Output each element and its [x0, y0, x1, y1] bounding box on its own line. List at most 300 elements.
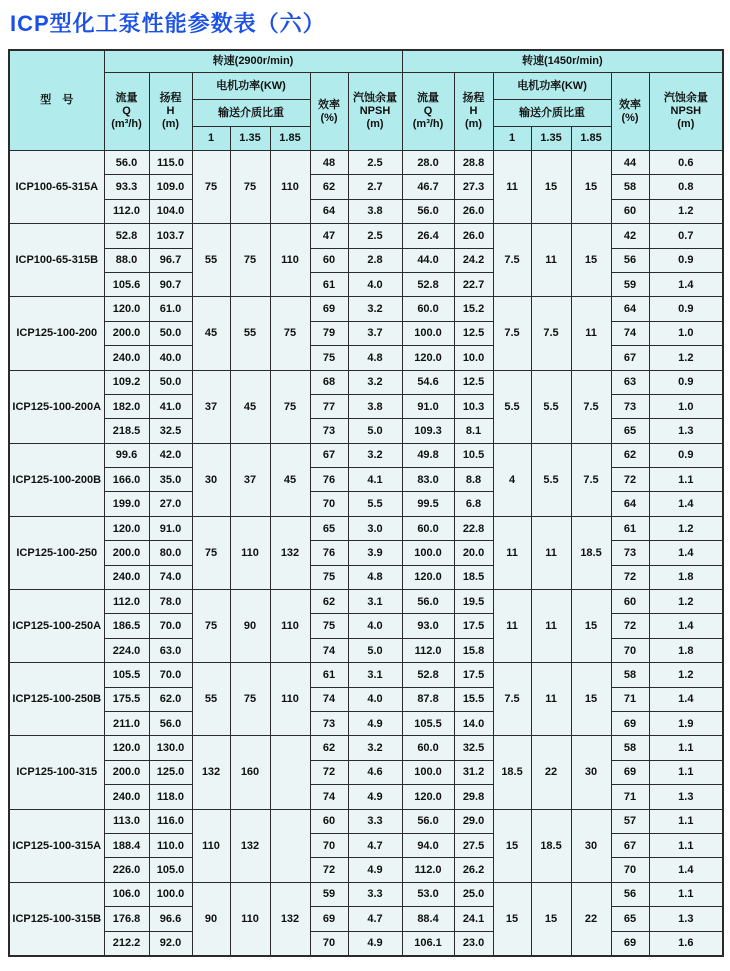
- head-2900-cell: 50.0: [149, 370, 192, 394]
- npsh-1450-cell: 1.3: [649, 907, 723, 931]
- power-2900-sg135-cell: 55: [230, 297, 270, 370]
- head-2900-cell: 50.0: [149, 321, 192, 345]
- eff-unit: (%): [320, 111, 338, 124]
- eff-2900-cell: 77: [310, 394, 348, 418]
- model-cell: ICP100-65-315A: [9, 151, 104, 224]
- eff-2900-cell: 62: [310, 590, 348, 614]
- head-2900-cell: 62.0: [149, 687, 192, 711]
- eff-2900-cell: 70: [310, 492, 348, 516]
- table-row: [9, 272, 723, 296]
- npsh-1450-cell: 1.2: [649, 590, 723, 614]
- npsh-2900-cell: 3.8: [348, 199, 402, 223]
- eff-1450-cell: 72: [611, 565, 649, 589]
- eff-2900-cell: 75: [310, 565, 348, 589]
- head-1450-cell: 24.2: [454, 248, 493, 272]
- power-2900-sg185-cell: [270, 809, 310, 882]
- flow-2900-cell: 200.0: [104, 541, 149, 565]
- npsh-1450-cell: 0.9: [649, 248, 723, 272]
- flow-1450-cell: 100.0: [402, 541, 454, 565]
- eff-1450-cell: 71: [611, 687, 649, 711]
- power-2900-sg135-cell: 45: [230, 370, 270, 443]
- table-row: [9, 175, 723, 199]
- power-1450-sg1-cell: 11: [493, 516, 531, 589]
- head-2900-cell: 42.0: [149, 443, 192, 467]
- flow-1450-cell: 94.0: [402, 833, 454, 857]
- npsh-1450-cell: 1.4: [649, 858, 723, 882]
- table-row: [9, 760, 723, 784]
- head-1450-cell: 31.2: [454, 760, 493, 784]
- power-2900-sg185-cell: 132: [270, 516, 310, 589]
- npsh-1450-cell: 0.9: [649, 370, 723, 394]
- power-1450-sg1-cell: 4: [493, 443, 531, 516]
- power-2900-sg1-cell: 55: [192, 663, 230, 736]
- head-1450-cell: 14.0: [454, 711, 493, 735]
- flow-1450-cell: 52.8: [402, 663, 454, 687]
- eff-2900-cell: 47: [310, 224, 348, 248]
- npsh-2900-cell: 4.0: [348, 272, 402, 296]
- flow-1450-cell: 100.0: [402, 321, 454, 345]
- table-row: [9, 516, 723, 540]
- power-2900-sg135-cell: 160: [230, 736, 270, 809]
- table-row: [9, 882, 723, 906]
- flow-unit: (m³/h): [111, 118, 142, 130]
- eff-2900-cell: 67: [310, 443, 348, 467]
- header-power-2900: 电机功率(KW): [192, 73, 310, 100]
- flow-1450-cell: 56.0: [402, 809, 454, 833]
- model-cell: ICP125-100-315: [9, 736, 104, 809]
- head-1450-cell: 15.5: [454, 687, 493, 711]
- flow-1450-cell: 26.4: [402, 224, 454, 248]
- flow-1450-cell: 120.0: [402, 346, 454, 370]
- power-1450-sg135-cell: 7.5: [531, 297, 571, 370]
- npsh-2900-cell: 4.9: [348, 858, 402, 882]
- eff-2900-cell: 69: [310, 297, 348, 321]
- npsh-1450-cell: 1.8: [649, 638, 723, 662]
- head-1450-cell: 27.5: [454, 833, 493, 857]
- power-1450-sg1-cell: 7.5: [493, 663, 531, 736]
- npsh-2900-cell: 2.8: [348, 248, 402, 272]
- eff-1450-cell: 58: [611, 663, 649, 687]
- power-2900-sg1-cell: 110: [192, 809, 230, 882]
- eff-1450-cell: 70: [611, 638, 649, 662]
- npsh-label: 汽蚀余量: [353, 92, 398, 104]
- npsh-1450-cell: 1.1: [649, 833, 723, 857]
- power-2900-sg1-cell: 45: [192, 297, 230, 370]
- eff-2900-cell: 76: [310, 468, 348, 492]
- eff-1450-cell: 57: [611, 809, 649, 833]
- npsh-2900-cell: 4.0: [348, 614, 402, 638]
- flow-1450-cell: 91.0: [402, 394, 454, 418]
- npsh-2900-cell: 3.2: [348, 736, 402, 760]
- model-cell: ICP125-100-200B: [9, 443, 104, 516]
- npsh-1450-cell: 1.1: [649, 809, 723, 833]
- head-2900-cell: 109.0: [149, 175, 192, 199]
- power-2900-sg1-cell: 37: [192, 370, 230, 443]
- eff-2900-cell: 75: [310, 346, 348, 370]
- power-2900-sg185-cell: 45: [270, 443, 310, 516]
- head-1450-cell: 19.5: [454, 590, 493, 614]
- eff-1450-cell: 61: [611, 516, 649, 540]
- table-row: [9, 711, 723, 735]
- flow-1450-cell: 83.0: [402, 468, 454, 492]
- flow-2900-cell: 200.0: [104, 321, 149, 345]
- power-2900-sg1-cell: 30: [192, 443, 230, 516]
- table-row: [9, 443, 723, 467]
- power-1450-sg1-cell: 15: [493, 882, 531, 956]
- npsh-1450-cell: 1.3: [649, 785, 723, 809]
- eff-1450-cell: 60: [611, 199, 649, 223]
- npsh-2900-cell: 3.2: [348, 370, 402, 394]
- flow-1450-cell: 99.5: [402, 492, 454, 516]
- table-row: [9, 736, 723, 760]
- power-2900-sg185-cell: 75: [270, 370, 310, 443]
- head-2900-cell: 56.0: [149, 711, 192, 735]
- table-row: [9, 638, 723, 662]
- header-eff-2900: [310, 73, 348, 151]
- flow-1450-cell: 100.0: [402, 760, 454, 784]
- npsh-1450-cell: 1.4: [649, 272, 723, 296]
- flow-2900-cell: 212.2: [104, 931, 149, 956]
- flow-2900-cell: 105.6: [104, 272, 149, 296]
- head-1450-cell: 15.2: [454, 297, 493, 321]
- header-speed-1450: 转速(1450r/min): [402, 50, 723, 73]
- flow-symbol: Q: [122, 105, 131, 117]
- head-unit: (m): [161, 118, 180, 130]
- head-1450-cell: 27.3: [454, 175, 493, 199]
- eff-1450-cell: 65: [611, 907, 649, 931]
- npsh-2900-cell: 2.7: [348, 175, 402, 199]
- flow-label: 流量: [417, 92, 440, 104]
- npsh-1450-cell: 0.7: [649, 224, 723, 248]
- power-1450-sg135-cell: 5.5: [531, 443, 571, 516]
- eff-2900-cell: 76: [310, 541, 348, 565]
- table-row: [9, 590, 723, 614]
- power-2900-sg135-cell: 110: [230, 882, 270, 956]
- head-2900-cell: 70.0: [149, 614, 192, 638]
- npsh-2900-cell: 4.8: [348, 565, 402, 589]
- flow-1450-cell: 44.0: [402, 248, 454, 272]
- power-1450-sg1-cell: 11: [493, 151, 531, 224]
- power-1450-sg135-cell: 11: [531, 590, 571, 663]
- power-1450-sg1-cell: 7.5: [493, 224, 531, 297]
- flow-2900-cell: 240.0: [104, 785, 149, 809]
- power-2900-sg135-cell: 110: [230, 516, 270, 589]
- power-2900-sg1-cell: 75: [192, 590, 230, 663]
- eff-1450-cell: 67: [611, 833, 649, 857]
- flow-1450-cell: 87.8: [402, 687, 454, 711]
- power-1450-sg1-cell: 15: [493, 809, 531, 882]
- npsh-2900-cell: 3.3: [348, 809, 402, 833]
- npsh-1450-cell: 1.2: [649, 663, 723, 687]
- header-flow-2900: [104, 73, 149, 151]
- power-2900-sg1-cell: 90: [192, 882, 230, 956]
- flow-2900-cell: 120.0: [104, 736, 149, 760]
- npsh-1450-cell: 1.6: [649, 931, 723, 956]
- head-1450-cell: 8.8: [454, 468, 493, 492]
- eff-2900-cell: 75: [310, 614, 348, 638]
- npsh-1450-cell: 0.9: [649, 443, 723, 467]
- power-2900-sg1-cell: 75: [192, 151, 230, 224]
- eff-1450-cell: 73: [611, 541, 649, 565]
- eff-1450-cell: 58: [611, 175, 649, 199]
- power-1450-sg185-cell: 7.5: [571, 370, 611, 443]
- head-2900-cell: 96.6: [149, 907, 192, 931]
- npsh-2900-cell: 2.5: [348, 151, 402, 175]
- power-1450-sg135-cell: 5.5: [531, 370, 571, 443]
- npsh-symbol: NPSH: [359, 105, 391, 117]
- eff-label: 效率: [318, 98, 340, 111]
- npsh-2900-cell: 4.9: [348, 931, 402, 956]
- head-1450-cell: 28.8: [454, 151, 493, 175]
- eff-1450-cell: 64: [611, 297, 649, 321]
- flow-1450-cell: 54.6: [402, 370, 454, 394]
- flow-2900-cell: 226.0: [104, 858, 149, 882]
- eff-2900-cell: 62: [310, 736, 348, 760]
- eff-2900-cell: 79: [310, 321, 348, 345]
- head-2900-cell: 103.7: [149, 224, 192, 248]
- eff-1450-cell: 72: [611, 614, 649, 638]
- eff-2900-cell: 74: [310, 638, 348, 662]
- eff-1450-cell: 67: [611, 346, 649, 370]
- npsh-1450-cell: 1.4: [649, 492, 723, 516]
- table-row: [9, 419, 723, 443]
- npsh-1450-cell: 1.4: [649, 541, 723, 565]
- npsh-2900-cell: 4.1: [348, 468, 402, 492]
- table-row: [9, 687, 723, 711]
- eff-2900-cell: 60: [310, 248, 348, 272]
- npsh-1450-cell: 1.2: [649, 346, 723, 370]
- table-row: [9, 541, 723, 565]
- model-cell: ICP125-100-250B: [9, 663, 104, 736]
- eff-2900-cell: 72: [310, 760, 348, 784]
- head-1450-cell: 17.5: [454, 663, 493, 687]
- eff-2900-cell: 74: [310, 785, 348, 809]
- header-sg185-2900: 1.85: [270, 127, 310, 151]
- eff-2900-cell: 72: [310, 858, 348, 882]
- flow-1450-cell: 53.0: [402, 882, 454, 906]
- eff-1450-cell: 71: [611, 785, 649, 809]
- flow-unit: (m³/h): [412, 118, 444, 130]
- head-2900-cell: 61.0: [149, 297, 192, 321]
- power-1450-sg135-cell: 15: [531, 882, 571, 956]
- table-row: [9, 931, 723, 956]
- eff-1450-cell: 64: [611, 492, 649, 516]
- flow-2900-cell: 113.0: [104, 809, 149, 833]
- npsh-1450-cell: 1.0: [649, 321, 723, 345]
- flow-symbol: Q: [423, 105, 433, 117]
- flow-2900-cell: 224.0: [104, 638, 149, 662]
- head-2900-cell: 125.0: [149, 760, 192, 784]
- power-2900-sg1-cell: 132: [192, 736, 230, 809]
- flow-2900-cell: 112.0: [104, 590, 149, 614]
- head-1450-cell: 29.0: [454, 809, 493, 833]
- head-2900-cell: 130.0: [149, 736, 192, 760]
- npsh-2900-cell: 3.1: [348, 663, 402, 687]
- model-cell: ICP125-100-250A: [9, 590, 104, 663]
- head-1450-cell: 26.0: [454, 199, 493, 223]
- header-eff-1450: [611, 73, 649, 151]
- pump-table-body: [9, 151, 723, 956]
- eff-2900-cell: 61: [310, 272, 348, 296]
- head-1450-cell: 32.5: [454, 736, 493, 760]
- head-1450-cell: 12.5: [454, 370, 493, 394]
- power-2900-sg185-cell: 110: [270, 590, 310, 663]
- npsh-1450-cell: 0.6: [649, 151, 723, 175]
- head-2900-cell: 118.0: [149, 785, 192, 809]
- eff-label: 效率: [619, 98, 642, 111]
- table-row: [9, 199, 723, 223]
- head-1450-cell: 6.8: [454, 492, 493, 516]
- power-1450-sg1-cell: 5.5: [493, 370, 531, 443]
- power-1450-sg185-cell: 15: [571, 663, 611, 736]
- header-sg1-1450: 1: [493, 127, 531, 151]
- head-symbol: H: [166, 105, 175, 117]
- flow-1450-cell: 105.5: [402, 711, 454, 735]
- eff-1450-cell: 69: [611, 760, 649, 784]
- npsh-unit: (m): [366, 118, 384, 130]
- head-2900-cell: 105.0: [149, 858, 192, 882]
- npsh-2900-cell: 5.0: [348, 638, 402, 662]
- npsh-1450-cell: 1.1: [649, 882, 723, 906]
- head-2900-cell: 63.0: [149, 638, 192, 662]
- eff-1450-cell: 44: [611, 151, 649, 175]
- head-2900-cell: 92.0: [149, 931, 192, 956]
- power-2900-sg135-cell: 75: [230, 663, 270, 736]
- table-row: [9, 370, 723, 394]
- flow-2900-cell: 120.0: [104, 297, 149, 321]
- power-1450-sg185-cell: 22: [571, 882, 611, 956]
- eff-1450-cell: 70: [611, 858, 649, 882]
- flow-1450-cell: 56.0: [402, 199, 454, 223]
- eff-1450-cell: 56: [611, 248, 649, 272]
- head-2900-cell: 41.0: [149, 394, 192, 418]
- table-row: [9, 492, 723, 516]
- eff-1450-cell: 59: [611, 272, 649, 296]
- flow-label: 流量: [115, 92, 138, 104]
- table-row: [9, 785, 723, 809]
- npsh-label: 汽蚀余量: [663, 92, 708, 104]
- header-speed-2900: 转速(2900r/min): [104, 50, 402, 73]
- head-2900-cell: 96.7: [149, 248, 192, 272]
- table-row: [9, 907, 723, 931]
- head-2900-cell: 90.7: [149, 272, 192, 296]
- flow-2900-cell: 109.2: [104, 370, 149, 394]
- power-1450-sg185-cell: 11: [571, 297, 611, 370]
- eff-2900-cell: 65: [310, 516, 348, 540]
- head-1450-cell: 22.7: [454, 272, 493, 296]
- npsh-2900-cell: 4.6: [348, 760, 402, 784]
- npsh-2900-cell: 3.2: [348, 443, 402, 467]
- head-label: 扬程: [462, 92, 485, 104]
- header-npsh-2900: [348, 73, 402, 151]
- npsh-1450-cell: 0.9: [649, 297, 723, 321]
- npsh-2900-cell: 3.8: [348, 394, 402, 418]
- power-2900-sg185-cell: 132: [270, 882, 310, 956]
- npsh-1450-cell: 1.4: [649, 614, 723, 638]
- head-2900-cell: 80.0: [149, 541, 192, 565]
- power-1450-sg135-cell: 22: [531, 736, 571, 809]
- flow-2900-cell: 105.5: [104, 663, 149, 687]
- model-cell: ICP125-100-315A: [9, 809, 104, 882]
- eff-2900-cell: 70: [310, 931, 348, 956]
- head-1450-cell: 20.0: [454, 541, 493, 565]
- power-2900-sg135-cell: 37: [230, 443, 270, 516]
- header-gravity-1450: 输送介质比重: [493, 100, 611, 127]
- head-2900-cell: 70.0: [149, 663, 192, 687]
- eff-2900-cell: 69: [310, 907, 348, 931]
- npsh-1450-cell: 1.8: [649, 565, 723, 589]
- eff-2900-cell: 70: [310, 833, 348, 857]
- flow-2900-cell: 199.0: [104, 492, 149, 516]
- head-1450-cell: 10.3: [454, 394, 493, 418]
- head-1450-cell: 26.0: [454, 224, 493, 248]
- head-1450-cell: 23.0: [454, 931, 493, 956]
- head-2900-cell: 78.0: [149, 590, 192, 614]
- flow-2900-cell: 99.6: [104, 443, 149, 467]
- flow-1450-cell: 52.8: [402, 272, 454, 296]
- header-power-1450: 电机功率(KW): [493, 73, 611, 100]
- npsh-1450-cell: 1.0: [649, 394, 723, 418]
- table-row: [9, 151, 723, 175]
- power-2900-sg1-cell: 55: [192, 224, 230, 297]
- eff-1450-cell: 73: [611, 394, 649, 418]
- npsh-2900-cell: 2.5: [348, 224, 402, 248]
- npsh-2900-cell: 3.1: [348, 590, 402, 614]
- npsh-1450-cell: 1.1: [649, 736, 723, 760]
- page-title: ICP型化工泵性能参数表（六）: [10, 11, 326, 36]
- head-2900-cell: 104.0: [149, 199, 192, 223]
- header-head-1450: [454, 73, 493, 151]
- flow-2900-cell: 93.3: [104, 175, 149, 199]
- table-row: [9, 565, 723, 589]
- head-1450-cell: 8.1: [454, 419, 493, 443]
- eff-unit: (%): [621, 111, 639, 124]
- power-1450-sg185-cell: 15: [571, 224, 611, 297]
- power-2900-sg1-cell: 75: [192, 516, 230, 589]
- flow-2900-cell: 56.0: [104, 151, 149, 175]
- header-sg1-2900: 1: [192, 127, 230, 151]
- flow-2900-cell: 240.0: [104, 346, 149, 370]
- head-1450-cell: 18.5: [454, 565, 493, 589]
- head-2900-cell: 116.0: [149, 809, 192, 833]
- power-1450-sg185-cell: 30: [571, 736, 611, 809]
- head-1450-cell: 26.2: [454, 858, 493, 882]
- flow-2900-cell: 106.0: [104, 882, 149, 906]
- head-1450-cell: 15.8: [454, 638, 493, 662]
- npsh-2900-cell: 4.0: [348, 687, 402, 711]
- header-sg185-1450: 1.85: [571, 127, 611, 151]
- power-2900-sg185-cell: [270, 736, 310, 809]
- eff-1450-cell: 60: [611, 590, 649, 614]
- npsh-2900-cell: 3.3: [348, 882, 402, 906]
- header-sg135-2900: 1.35: [230, 127, 270, 151]
- power-2900-sg135-cell: 90: [230, 590, 270, 663]
- power-1450-sg1-cell: 11: [493, 590, 531, 663]
- flow-2900-cell: 211.0: [104, 711, 149, 735]
- power-1450-sg135-cell: 11: [531, 516, 571, 589]
- eff-1450-cell: 56: [611, 882, 649, 906]
- flow-1450-cell: 93.0: [402, 614, 454, 638]
- head-1450-cell: 24.1: [454, 907, 493, 931]
- flow-2900-cell: 175.5: [104, 687, 149, 711]
- header-head-2900: [149, 73, 192, 151]
- flow-1450-cell: 60.0: [402, 516, 454, 540]
- head-2900-cell: 110.0: [149, 833, 192, 857]
- eff-1450-cell: 42: [611, 224, 649, 248]
- flow-1450-cell: 120.0: [402, 785, 454, 809]
- head-symbol: H: [469, 105, 478, 117]
- power-2900-sg185-cell: 110: [270, 151, 310, 224]
